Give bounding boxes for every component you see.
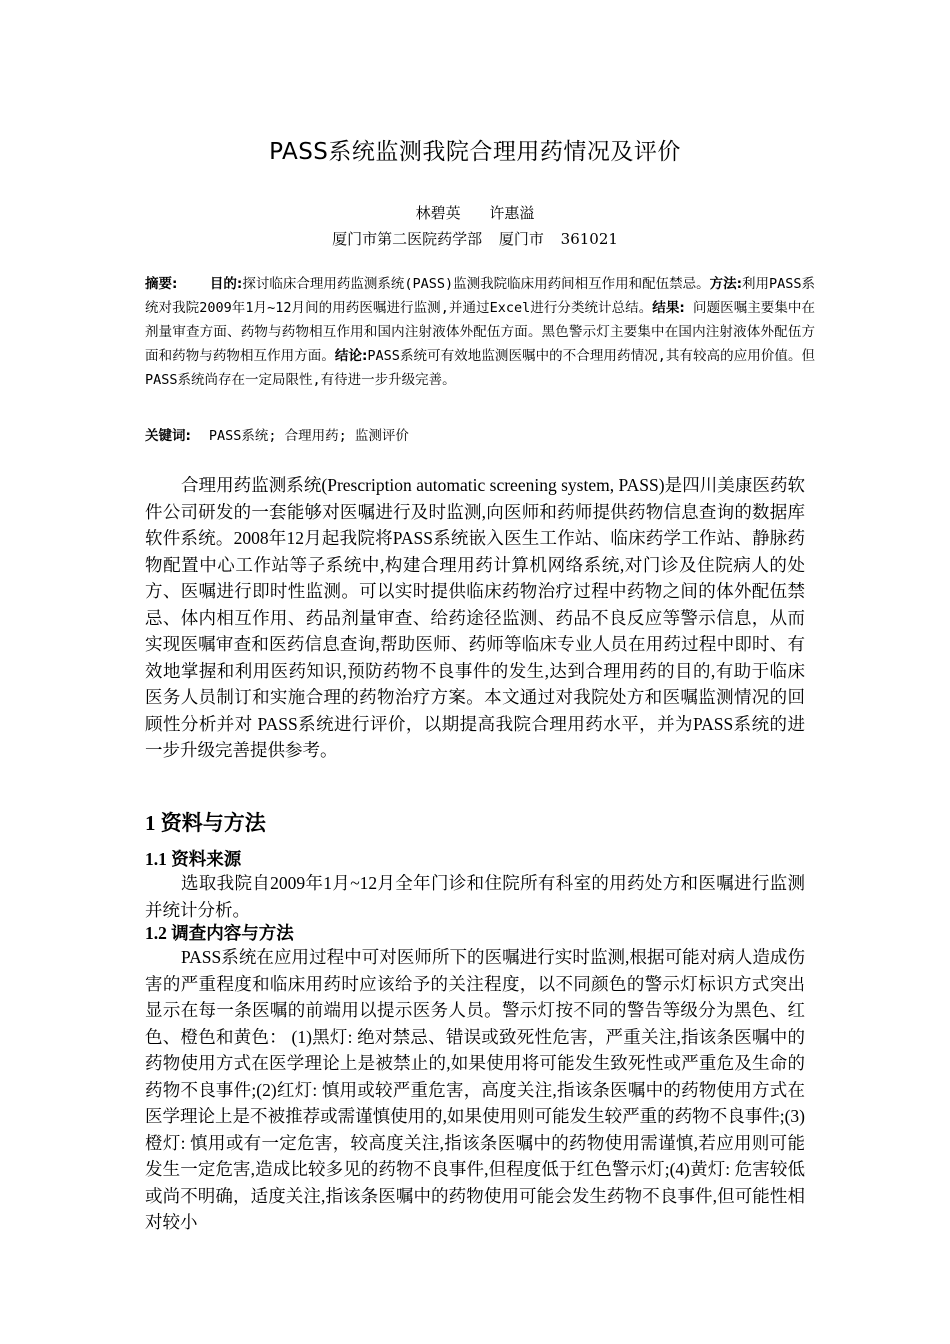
affiliation-department: 厦门市第二医院药学部 bbox=[332, 230, 483, 248]
conclusion-text: PASS系统可有效地监测医嘱中的不合理用药情况,其有较高的应用价值。但PASS系统尚存在一定局限性,有待进一步升级完善。 bbox=[145, 348, 816, 388]
affiliation-line bbox=[0, 226, 950, 252]
keywords-line bbox=[145, 424, 815, 448]
keywords-list: PASS系统; 合理用药; 监测评价 bbox=[208, 428, 409, 444]
objective-text: 探讨临床合理用药监测系统(PASS)监测我院临床用药间相互作用和配伍禁忌。 bbox=[242, 276, 710, 292]
section-heading: 1 资料与方法 bbox=[145, 811, 266, 835]
body-paragraph: PASS系统在应用过程中可对医师所下的医嘱进行实时监测,根据可能对病人造成伤害的严重程度和临床用药时应该给予的关注程度，以不同颜色的警示灯标识方式突出显示在每一条医嘱的前端用以提示医务人员。警示灯按不同的警告等级分为黑色、红色、橙色和黄色： (1)黑灯: 绝对禁忌、错误或致死性危害，严重关注,指该条医嘱中的药物使用方式在医学理论上是被禁止的,如果使用将可能发生致死性或严重危及生命的药物不良事件;(2)红灯: 慎用或较严重危害，高度关注,指该条医嘱中的药物使用方式在医学理论上是不被推荐或需谨慎使用的,如果使用则可能发生较严重的药物不良事件;(3)橙灯: 慎用或有一定危害，较高度关注,指该条医嘱中的药物使用需谨慎,若应用则可能发生一定危害,造成比较多见的药物不良事件,但程度低于红色警示灯;(4)黄灯: 危害较低或尚不明确，适度关注,指该条医嘱中的药物使用可能会发生药物不良事件,但可能性相对较小 bbox=[145, 947, 805, 1232]
affiliation-city: 厦门市 bbox=[498, 230, 544, 248]
abstract-label: 摘要: bbox=[145, 276, 178, 292]
conclusion-label: 结论: bbox=[334, 348, 368, 364]
keywords-label: 关键词: bbox=[145, 428, 191, 444]
result-label: 结果: bbox=[652, 300, 685, 316]
body-paragraph: 选取我院自2009年1月~12月全年门诊和住院所有科室的用药处方和医嘱进行监测并统计分析。 bbox=[145, 873, 805, 920]
affiliation-postcode: 361021 bbox=[560, 230, 618, 248]
method-text: 利用PASS系统对我院2009年1月~12月间的用药医嘱进行监测,并通过Excel进行分类统计总结。 bbox=[145, 276, 816, 316]
objective-label: 目的: bbox=[209, 276, 243, 292]
author-name: 许惠溢 bbox=[489, 204, 535, 222]
subsection-heading: 1.1 资料来源 bbox=[145, 849, 242, 869]
author-line bbox=[0, 200, 950, 226]
intro-paragraph: 合理用药监测系统(Prescription automatic screening system, PASS)是四川美康医药软件公司研发的一套能够对医嘱进行及时监测,向医师和药师提供药物信息查询的数据库软件系统。2008年12月起我院将PASS系统嵌入医生工作站、临床药学工作站、静脉药物配置中心工作站等子系统中,构建合理用药计算机网络系统,对门诊及住院病人的处方、医嘱进行即时性监测。可以实时提供临床药物治疗过程中药物之间的体外配伍禁忌、体内相互作用、药品剂量审查、给药途径监测、药品不良反应等警示信息，从而实现医嘱审查和医药信息查询,帮助医师、药师等临床专业人员在用药过程中即时、有效地掌握和利用医药知识,预防药物不良事件的发生,达到合理用药的目的,有助于临床医务人员制订和实施合理的药物治疗方案。本文通过对我院处方和医嘱监测情况的回顾性分析并对 PASS系统进行评价，以期提高我院合理用药水平，并为PASS系统的进一步升级完善提供参考。 bbox=[145, 475, 805, 760]
author-name: 林碧英 bbox=[415, 204, 461, 222]
paper-title: PASS系统监测我院合理用药情况及评价 bbox=[269, 139, 681, 165]
result-text: 问题医嘱主要集中在剂量审查方面、药物与药物相互作用和国内注射液体外配伍方面。黑色警示灯主要集中在国内注射液体外配伍方面和药物与药物相互作用方面。 bbox=[145, 300, 815, 364]
subsection-heading: 1.2 调查内容与方法 bbox=[145, 923, 294, 943]
abstract-block bbox=[145, 272, 815, 392]
method-label: 方法: bbox=[709, 276, 742, 292]
